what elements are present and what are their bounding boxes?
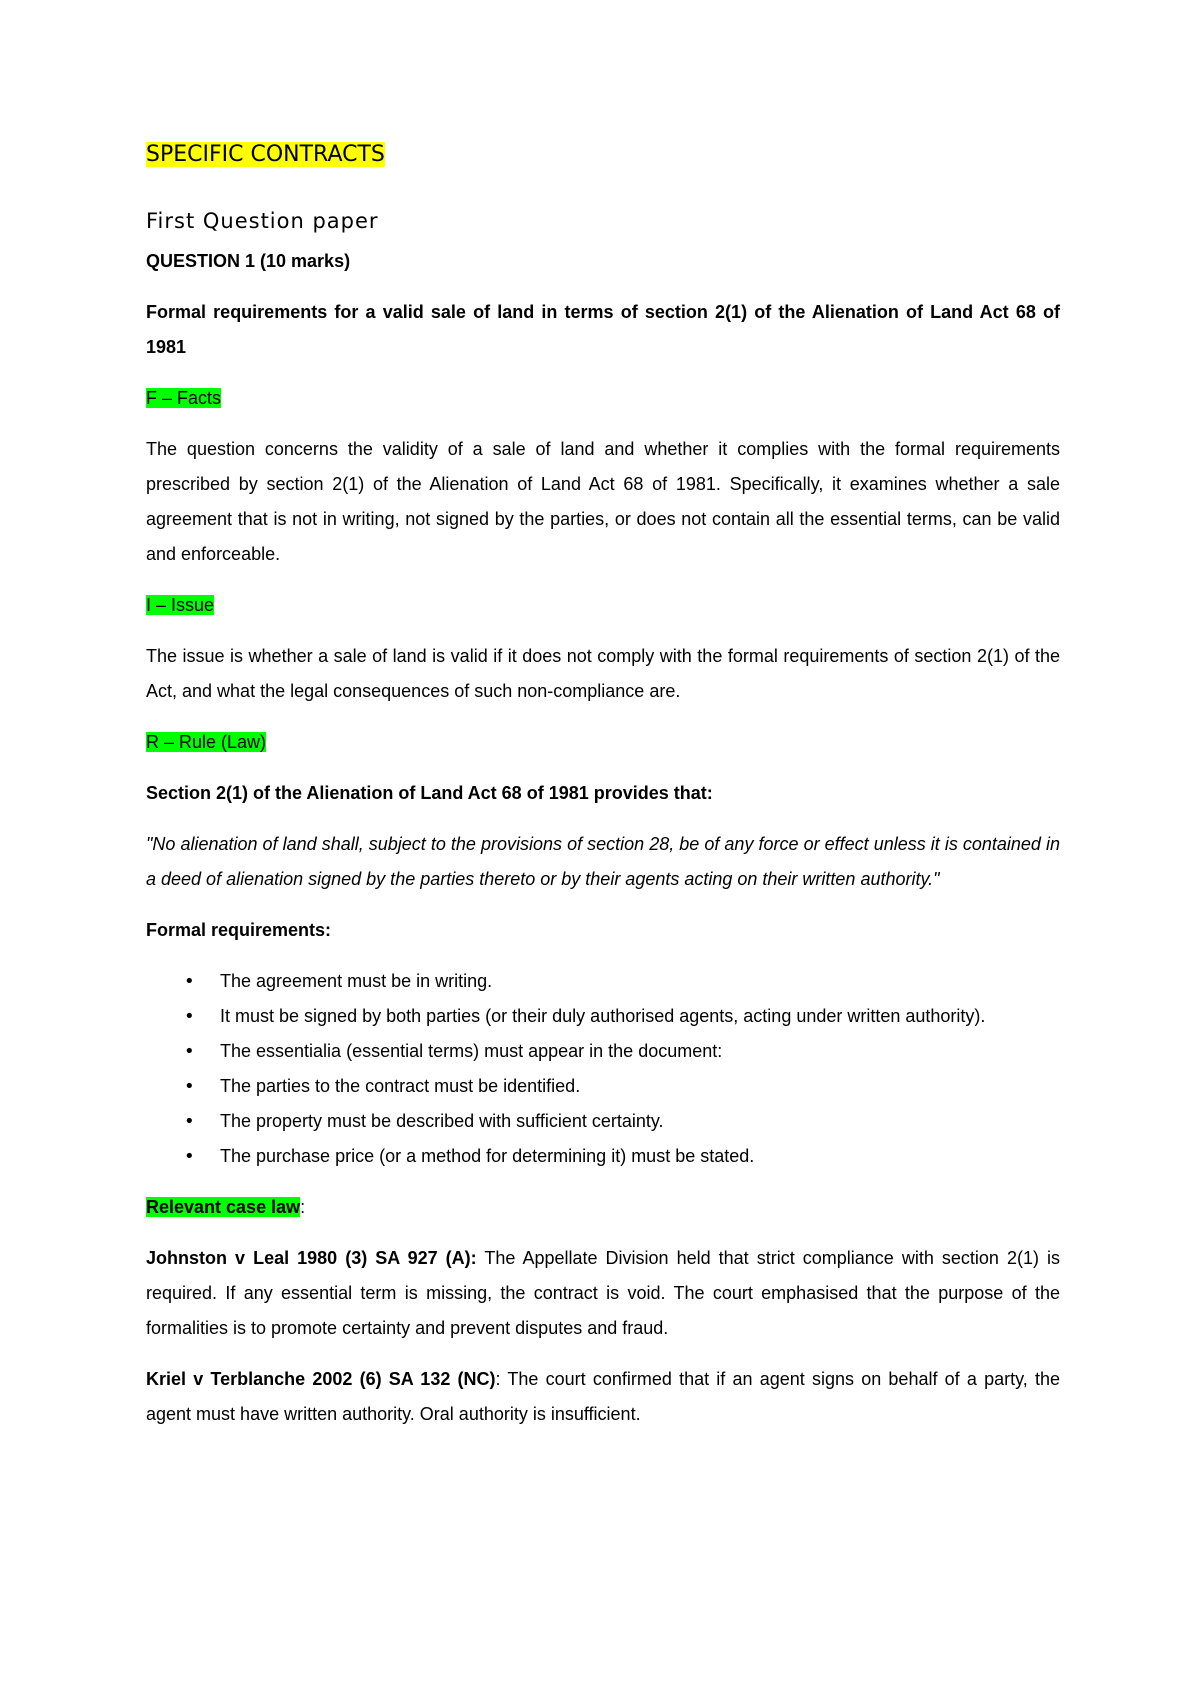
document-subtitle: First Question paper xyxy=(146,209,379,233)
issue-section-label xyxy=(146,588,1060,623)
bullet-icon: • xyxy=(184,1076,195,1097)
topic-heading: Formal requirements for a valid sale of land in terms of section 2(1) of the Alienation of Land Act 68 of 1981 xyxy=(146,302,1060,357)
list-item xyxy=(146,999,1060,1034)
question-heading: QUESTION 1 (10 marks) xyxy=(146,251,351,271)
title-text: SPECIFIC CONTRACTS xyxy=(146,142,385,167)
rule-heading: Section 2(1) of the Alienation of Land Act 68 of 1981 provides that: xyxy=(146,783,713,803)
bullet-icon: • xyxy=(184,1146,195,1167)
list-item-text: The purchase price (or a method for determining it) must be stated. xyxy=(220,1146,755,1166)
case-johnston xyxy=(146,1241,1060,1346)
list-item-text: The essentialia (essential terms) must appear in the document: xyxy=(220,1041,723,1061)
formal-requirements-list xyxy=(146,964,1060,1174)
formal-requirements-heading: Formal requirements: xyxy=(146,920,332,940)
facts-section-label xyxy=(146,381,1060,416)
list-item xyxy=(146,1139,1060,1174)
list-item-text: It must be signed by both parties (or their duly authorised agents, acting under written authority). xyxy=(220,1006,986,1026)
issue-paragraph: The issue is whether a sale of land is valid if it does not comply with the formal requirements of section 2(1) of the Act, and what the legal consequences of such non-compliance are. xyxy=(146,646,1060,701)
rule-quote: "No alienation of land shall, subject to the provisions of section 28, be of any force or effect unless it is contained in a deed of alienation signed by the parties thereto or by their agents acting on their written authority." xyxy=(146,834,1060,889)
list-item-text: The parties to the contract must be identified. xyxy=(220,1076,581,1096)
bullet-icon: • xyxy=(184,1006,195,1027)
document-title xyxy=(146,140,1060,170)
list-item-text: The agreement must be in writing. xyxy=(220,971,493,991)
list-item xyxy=(146,964,1060,999)
case-law-colon: : xyxy=(300,1197,306,1217)
bullet-icon: • xyxy=(184,1111,195,1132)
issue-label: I – Issue xyxy=(146,595,215,615)
facts-label: F – Facts xyxy=(146,388,222,408)
rule-section-label xyxy=(146,725,1060,760)
list-item xyxy=(146,1034,1060,1069)
case-johnston-text: The Appellate Division held that strict compliance with section 2(1) is required. If any essential term is missing, the contract is void. The court emphasised that the purpose of the formalities is to promote certainty and prevent disputes and fraud. xyxy=(146,1248,1060,1338)
case-kriel xyxy=(146,1362,1060,1432)
case-kriel-name: Kriel v Terblanche 2002 (6) SA 132 (NC) xyxy=(146,1369,496,1389)
document-content xyxy=(146,140,1060,1448)
list-item-text: The property must be described with sufficient certainty. xyxy=(220,1111,664,1131)
list-item xyxy=(146,1069,1060,1104)
case-kriel-text: : The court confirmed that if an agent signs on behalf of a party, the agent must have written authority. Oral authority is insufficient. xyxy=(146,1369,1060,1424)
bullet-icon: • xyxy=(184,1041,195,1062)
facts-paragraph: The question concerns the validity of a sale of land and whether it complies with the formal requirements prescribed by section 2(1) of the Alienation of Land Act 68 of 1981. Specifically, it examines whether a sale agreement that is not in writing, not signed by the parties, or does not contain all the essential terms, can be valid and enforceable. xyxy=(146,439,1060,564)
case-law-heading xyxy=(146,1190,1060,1225)
case-law-label: Relevant case law xyxy=(146,1197,301,1217)
rule-label: R – Rule (Law) xyxy=(146,732,267,752)
case-johnston-name: Johnston v Leal 1980 (3) SA 927 (A): xyxy=(146,1248,477,1268)
list-item xyxy=(146,1104,1060,1139)
bullet-icon: • xyxy=(184,971,195,992)
